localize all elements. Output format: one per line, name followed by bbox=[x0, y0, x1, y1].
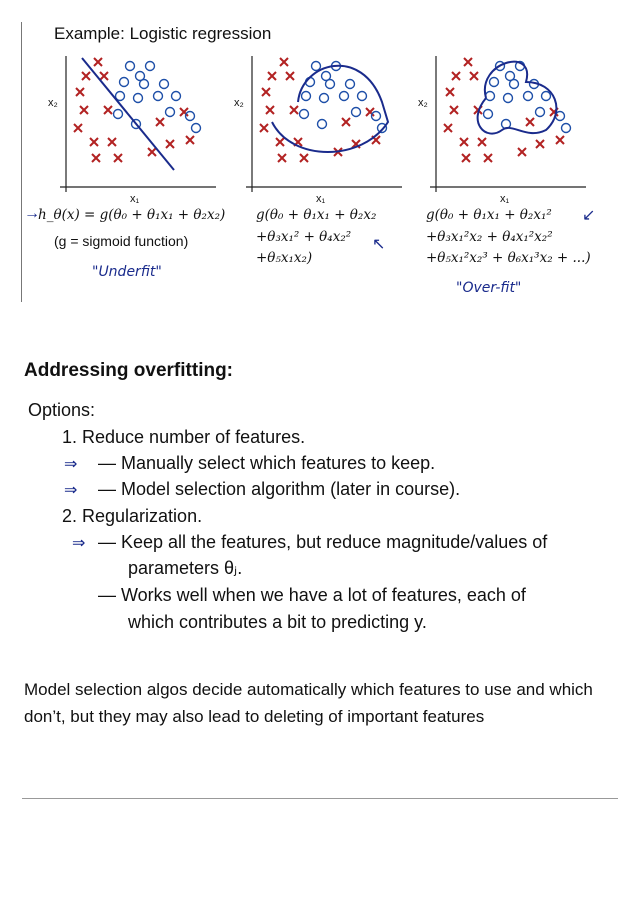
circle-mark bbox=[312, 62, 321, 71]
cross-mark bbox=[92, 154, 100, 162]
arrow-mark-icon: → bbox=[24, 205, 40, 222]
circle-mark bbox=[146, 62, 155, 71]
cross-mark bbox=[478, 138, 486, 146]
cross-mark bbox=[100, 72, 108, 80]
cross-mark bbox=[108, 138, 116, 146]
cross-mark bbox=[452, 72, 460, 80]
option-item-2: 2. Regularization. bbox=[62, 506, 203, 526]
circle-mark bbox=[172, 92, 181, 101]
arrow-mark-icon: ↖ bbox=[372, 236, 386, 253]
cross-mark bbox=[536, 140, 544, 148]
axis-label-x2: x₂ bbox=[234, 97, 244, 109]
axis-label-x2: x₂ bbox=[48, 97, 58, 109]
cross-mark bbox=[556, 136, 564, 144]
plot-underfit bbox=[46, 52, 226, 205]
circle-mark bbox=[114, 110, 123, 119]
notes-paragraph: Model selection algos decide automatically which features to use and which don’t, but they may also lead to deleting of important features bbox=[24, 680, 593, 726]
circle-mark bbox=[486, 92, 495, 101]
cross-mark bbox=[462, 154, 470, 162]
option-item-2-sub-2: — Works well when we have a lot of features, each of bbox=[98, 585, 526, 605]
cross-mark bbox=[82, 72, 90, 80]
circle-mark bbox=[120, 78, 129, 87]
cross-mark bbox=[290, 106, 298, 114]
option-item-1-sub-1: — Manually select which features to keep. bbox=[98, 453, 436, 473]
circle-mark bbox=[300, 110, 309, 119]
options-label: Options: bbox=[28, 400, 96, 420]
underfit-label: "Underfit" bbox=[92, 264, 162, 280]
circle-mark bbox=[562, 124, 571, 133]
circle-mark bbox=[140, 80, 149, 89]
option-item-1-sub-2: — Model selection algorithm (later in course). bbox=[98, 479, 461, 499]
cross-mark bbox=[286, 72, 294, 80]
cross-mark bbox=[268, 72, 276, 80]
plot-underfit-svg bbox=[46, 52, 226, 205]
cross-mark bbox=[90, 138, 98, 146]
cross-mark bbox=[518, 148, 526, 156]
option-item-2-sub-1-cont: parameters θⱼ. bbox=[128, 558, 243, 578]
plot-justright-svg bbox=[232, 52, 412, 205]
circle-mark bbox=[166, 108, 175, 117]
cross-mark bbox=[470, 72, 478, 80]
circle-mark bbox=[302, 92, 311, 101]
cross-mark bbox=[80, 106, 88, 114]
cross-mark bbox=[114, 154, 122, 162]
formula-plot3-line3: +θ₅x₁²x₂³ + θ₆x₁³x₂ + ...) bbox=[426, 250, 591, 266]
formula-plot2-line1: g(θ₀ + θ₁x₁ + θ₂x₂ bbox=[256, 207, 377, 223]
circle-mark bbox=[134, 94, 143, 103]
section-heading: Addressing overfitting: bbox=[24, 360, 234, 381]
circle-mark bbox=[340, 92, 349, 101]
cross-mark bbox=[446, 88, 454, 96]
circle-mark bbox=[326, 80, 335, 89]
circle-mark bbox=[504, 94, 513, 103]
circle-mark bbox=[542, 92, 551, 101]
cross-mark bbox=[276, 138, 284, 146]
axis-label-x1: x₁ bbox=[130, 193, 140, 205]
left-margin-rule bbox=[21, 22, 22, 302]
cross-mark bbox=[526, 118, 534, 126]
circle-mark bbox=[490, 78, 499, 87]
overfit-label: "Over-fit" bbox=[456, 280, 522, 296]
circle-mark bbox=[160, 80, 169, 89]
cross-mark bbox=[104, 106, 112, 114]
bottom-divider bbox=[22, 798, 618, 799]
cross-mark bbox=[156, 118, 164, 126]
circle-mark bbox=[154, 92, 163, 101]
formula-plot2-line3: +θ₅x₁x₂) bbox=[256, 250, 313, 266]
circle-mark bbox=[346, 80, 355, 89]
cross-mark bbox=[460, 138, 468, 146]
arrow-mark-icon: ⇒ bbox=[72, 535, 86, 552]
circle-mark bbox=[320, 94, 329, 103]
axis-label-x2: x₂ bbox=[418, 97, 428, 109]
cross-mark bbox=[266, 106, 274, 114]
formula-plot3-line1: g(θ₀ + θ₁x₁ + θ₂x₁² bbox=[426, 207, 552, 223]
cross-mark bbox=[186, 136, 194, 144]
cross-mark bbox=[484, 154, 492, 162]
option-item-2-sub-2-cont: which contributes a bit to predicting y. bbox=[128, 612, 427, 632]
formula-plot2-line2: +θ₃x₁² + θ₄x₂² bbox=[256, 229, 352, 245]
circle-mark bbox=[510, 80, 519, 89]
formula-plot1-line1: h_θ(x) = g(θ₀ + θ₁x₁ + θ₂x₂) bbox=[38, 207, 226, 223]
circle-mark bbox=[524, 92, 533, 101]
option-item-1: 1. Reduce number of features. bbox=[62, 427, 306, 447]
cross-mark bbox=[260, 124, 268, 132]
cross-mark bbox=[450, 106, 458, 114]
decision-boundary bbox=[82, 58, 174, 170]
cross-mark bbox=[76, 88, 84, 96]
cross-mark bbox=[300, 154, 308, 162]
slide-title: Example: Logistic regression bbox=[54, 24, 272, 43]
circle-mark bbox=[352, 108, 361, 117]
axis-label-x1: x₁ bbox=[500, 193, 510, 205]
circle-mark bbox=[536, 108, 545, 117]
cross-mark bbox=[262, 88, 270, 96]
arrow-mark-icon: ⇒ bbox=[64, 482, 78, 499]
cross-mark bbox=[148, 148, 156, 156]
decision-boundary bbox=[478, 62, 557, 134]
cross-mark bbox=[342, 118, 350, 126]
cross-mark bbox=[278, 154, 286, 162]
cross-mark bbox=[444, 124, 452, 132]
plot-overfit bbox=[416, 52, 596, 205]
circle-mark bbox=[318, 120, 327, 129]
option-item-2-sub-1: — Keep all the features, but reduce magnitude/values of bbox=[98, 532, 548, 552]
cross-mark bbox=[280, 58, 288, 66]
circle-mark bbox=[358, 92, 367, 101]
circle-mark bbox=[192, 124, 201, 133]
cross-mark bbox=[464, 58, 472, 66]
circle-mark bbox=[484, 110, 493, 119]
plot-justright bbox=[232, 52, 412, 205]
arrow-mark-icon: ↙ bbox=[582, 207, 596, 224]
sigmoid-note: (g = sigmoid function) bbox=[54, 233, 189, 249]
cross-mark bbox=[74, 124, 82, 132]
plot-overfit-svg bbox=[416, 52, 596, 205]
cross-mark bbox=[166, 140, 174, 148]
axis-label-x1: x₁ bbox=[316, 193, 326, 205]
circle-mark bbox=[126, 62, 135, 71]
arrow-mark-icon: ⇒ bbox=[64, 456, 78, 473]
formula-plot3-line2: +θ₃x₁²x₂ + θ₄x₁²x₂² bbox=[426, 229, 553, 245]
cross-mark bbox=[94, 58, 102, 66]
